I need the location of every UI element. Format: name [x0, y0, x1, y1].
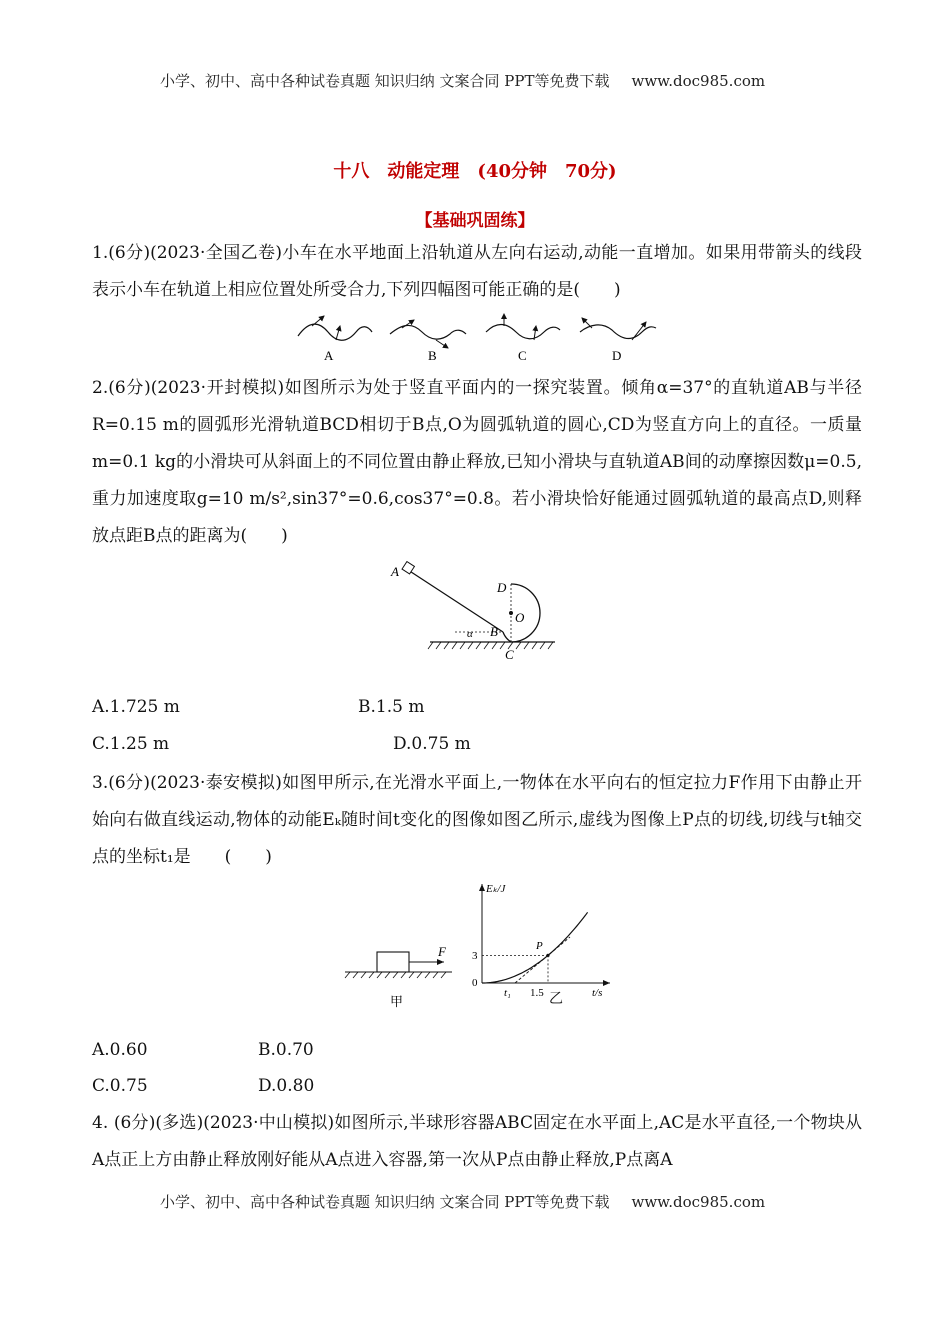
q3-option-b[interactable]: B.0.70 [258, 1040, 314, 1060]
label-yi: 乙 [549, 991, 563, 1007]
question-1-text: 1.(6分)(2023·全国乙卷)小车在水平地面上沿轨道从左向右运动,动能一直增加。如果用带箭头的线段表示小车在轨道上相应位置处所受合力,下列四幅图可能正确的是( ) [92, 243, 862, 300]
question-3-figure-jia [340, 940, 470, 1015]
page-header [160, 70, 765, 91]
track-figure-b [390, 320, 466, 363]
track-figure-d [580, 318, 656, 363]
page-footer [160, 1191, 765, 1212]
footer-site-link[interactable]: www.doc985.com [631, 1193, 766, 1211]
point-p-label: P [536, 940, 543, 952]
fig-label-a: A [324, 348, 334, 363]
q2-option-c[interactable]: C.1.25 m [92, 734, 170, 754]
label-jia: 甲 [390, 994, 404, 1009]
header-site-link[interactable]: www.doc985.com [631, 72, 766, 90]
label-d: D [497, 580, 507, 595]
fig-label-d: D [612, 348, 622, 363]
xtick-1-5: 1.5 [530, 987, 544, 999]
series-ek-curve [482, 912, 588, 983]
q3-option-c[interactable]: C.0.75 [92, 1076, 148, 1096]
origin-label: 0 [472, 977, 478, 989]
label-a: A [391, 564, 399, 579]
label-alpha: α [467, 628, 473, 640]
label-force: F [438, 944, 446, 959]
x-axis-label: t/s [592, 987, 603, 999]
label-b: B [490, 624, 498, 639]
track-figure-a [298, 316, 372, 363]
question-1-figure [290, 312, 670, 364]
header-text: 小学、初中、高中各种试卷真题 知识归纳 文案合同 PPT等免费下载 [160, 72, 610, 90]
q2-option-b[interactable]: B.1.5 m [358, 697, 425, 717]
track-figure-c [486, 314, 560, 363]
xtick-t1: t₁ [504, 987, 511, 999]
section-heading: 【基础巩固练】 [415, 211, 535, 231]
question-3-text: 3.(6分)(2023·泰安模拟)如图甲所示,在光滑水平面上,一物体在水平向右的恒定拉力F作用下由静止开始向右做直线运动,物体的动能Eₖ随时间t变化的图像如图乙所示,虚线为图像上P点的切线,切线与t轴交点的坐标t₁是 ( ) [92, 773, 862, 867]
label-o: O [515, 610, 525, 625]
q2-option-d[interactable]: D.0.75 m [393, 734, 471, 754]
label-c: C [505, 647, 514, 662]
question-2-figure [391, 560, 565, 665]
point-p-marker [546, 954, 549, 957]
y-axis-label: Eₖ/J [486, 883, 506, 895]
page-title: 十八 动能定理 (40分钟 70分) [333, 161, 617, 182]
fig-label-c: C [518, 348, 527, 363]
fig-label-b: B [428, 348, 437, 363]
q3-option-a[interactable]: A.0.60 [92, 1040, 148, 1060]
q2-option-a[interactable]: A.1.725 m [92, 697, 180, 717]
footer-text: 小学、初中、高中各种试卷真题 知识归纳 文案合同 PPT等免费下载 [160, 1193, 610, 1211]
question-2-text: 2.(6分)(2023·开封模拟)如图所示为处于竖直平面内的一探究装置。倾角α=37°的直轨道AB与半径R=0.15 m的圆弧形光滑轨道BCD相切于B点,O为圆弧轨道的圆心,CD为竖直方向上的直径。一质量m=0.1 kg的小滑块可从斜面上的不同位置由静止释放,已知小滑块与直轨道AB间的动摩擦因数μ=0.5,重力加速度取g=10 m/s²,sin37°=0.6,cos37°=0.8。若小滑块恰好能通过圆弧轨道的最高点D,则释放点距B点的距离为( ) [92, 378, 862, 546]
ytick-3: 3 [472, 950, 478, 962]
question-4-text: 4. (6分)(多选)(2023·中山模拟)如图所示,半球形容器ABC固定在水平面上,AC是水平直径,一个物块从A点正上方由静止释放刚好能从A点进入容器,第一次从P点由静止释放,P点离A [92, 1113, 862, 1170]
question-3-chart [470, 878, 620, 1008]
q3-option-d[interactable]: D.0.80 [258, 1076, 315, 1096]
